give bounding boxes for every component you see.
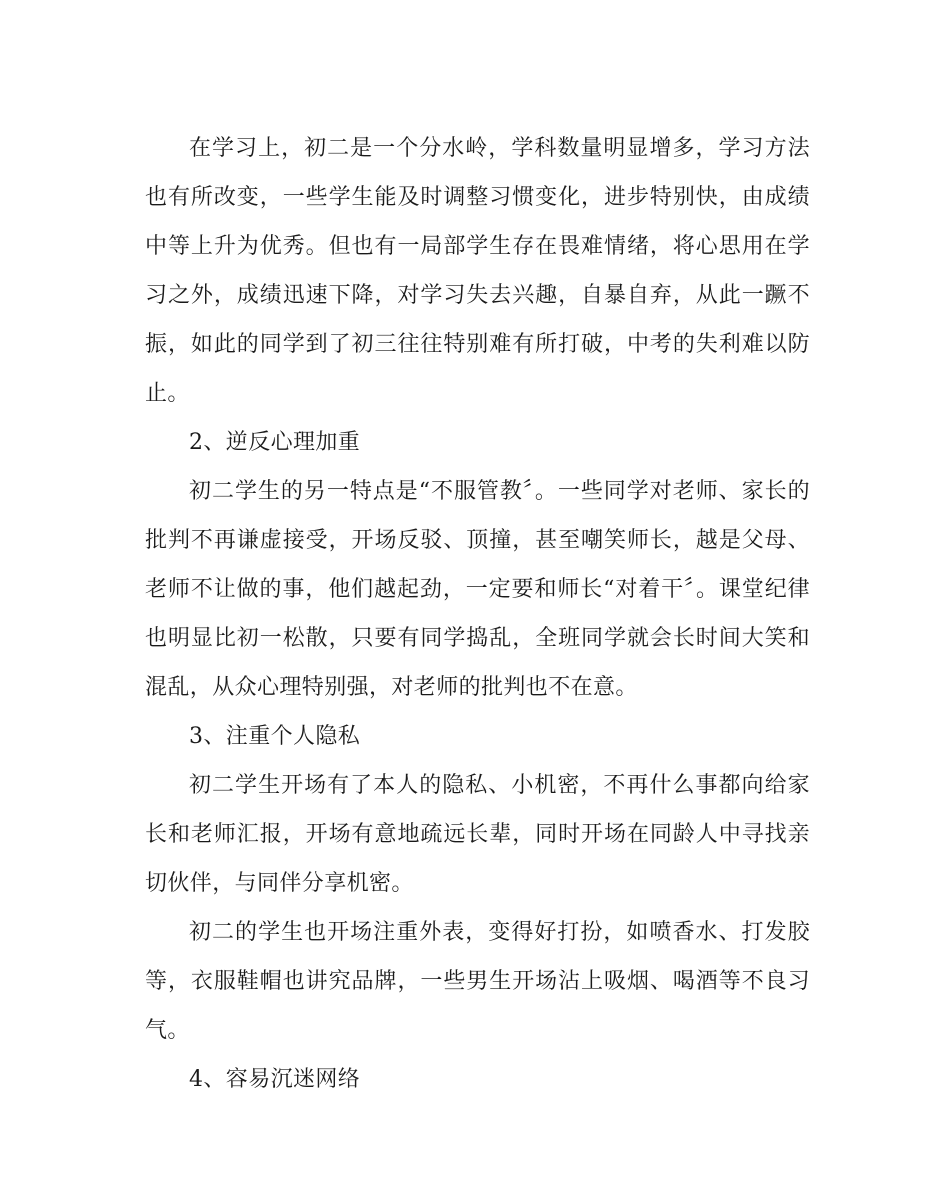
document-body xyxy=(145,124,810,1104)
paragraph-appearance: 初二的学生也开场注重外表，变得好打扮，如喷香水、打发胶等，衣服鞋帽也讲究品牌，一些男生开场沾上吸烟、喝酒等不良习气。 xyxy=(145,920,810,1043)
heading-personal-privacy: 3、注重个人隐私 xyxy=(189,724,361,749)
heading-internet-addiction: 4、容易沉迷网络 xyxy=(189,1067,361,1092)
paragraph-study-divide: 在学习上，初二是一个分水岭，学科数量明显增多，学习方法也有所改变，一些学生能及时调整习惯变化，进步特别快，由成绩中等上升为优秀。但也有一局部学生存在畏难情绪，将心思用在学习之外，成绩迅速下降，对学习失去兴趣，自暴自弃，从此一蹶不振，如此的同学到了初三往往特别难有所打破，中考的失利难以防止。 xyxy=(145,136,810,406)
paragraph-personal-privacy: 初二学生开场有了本人的隐私、小机密，不再什么事都向给家长和老师汇报，开场有意地疏远长辈，同时开场在同龄人中寻找亲切伙伴，与同伴分享机密。 xyxy=(145,773,810,896)
heading-rebellious-psychology: 2、逆反心理加重 xyxy=(189,430,361,455)
paragraph-rebellious-psychology: 初二学生的另一特点是“不服管教〞。一些同学对老师、家长的批判不再谦虚接受，开场反驳、顶撞，甚至嘲笑师长，越是父母、老师不让做的事，他们越起劲，一定要和师长“对着干〞。课堂纪律也明显比初一松散，只要有同学捣乱，全班同学就会长时间大笑和混乱，从众心理特别强，对老师的批判也不在意。 xyxy=(145,479,810,700)
